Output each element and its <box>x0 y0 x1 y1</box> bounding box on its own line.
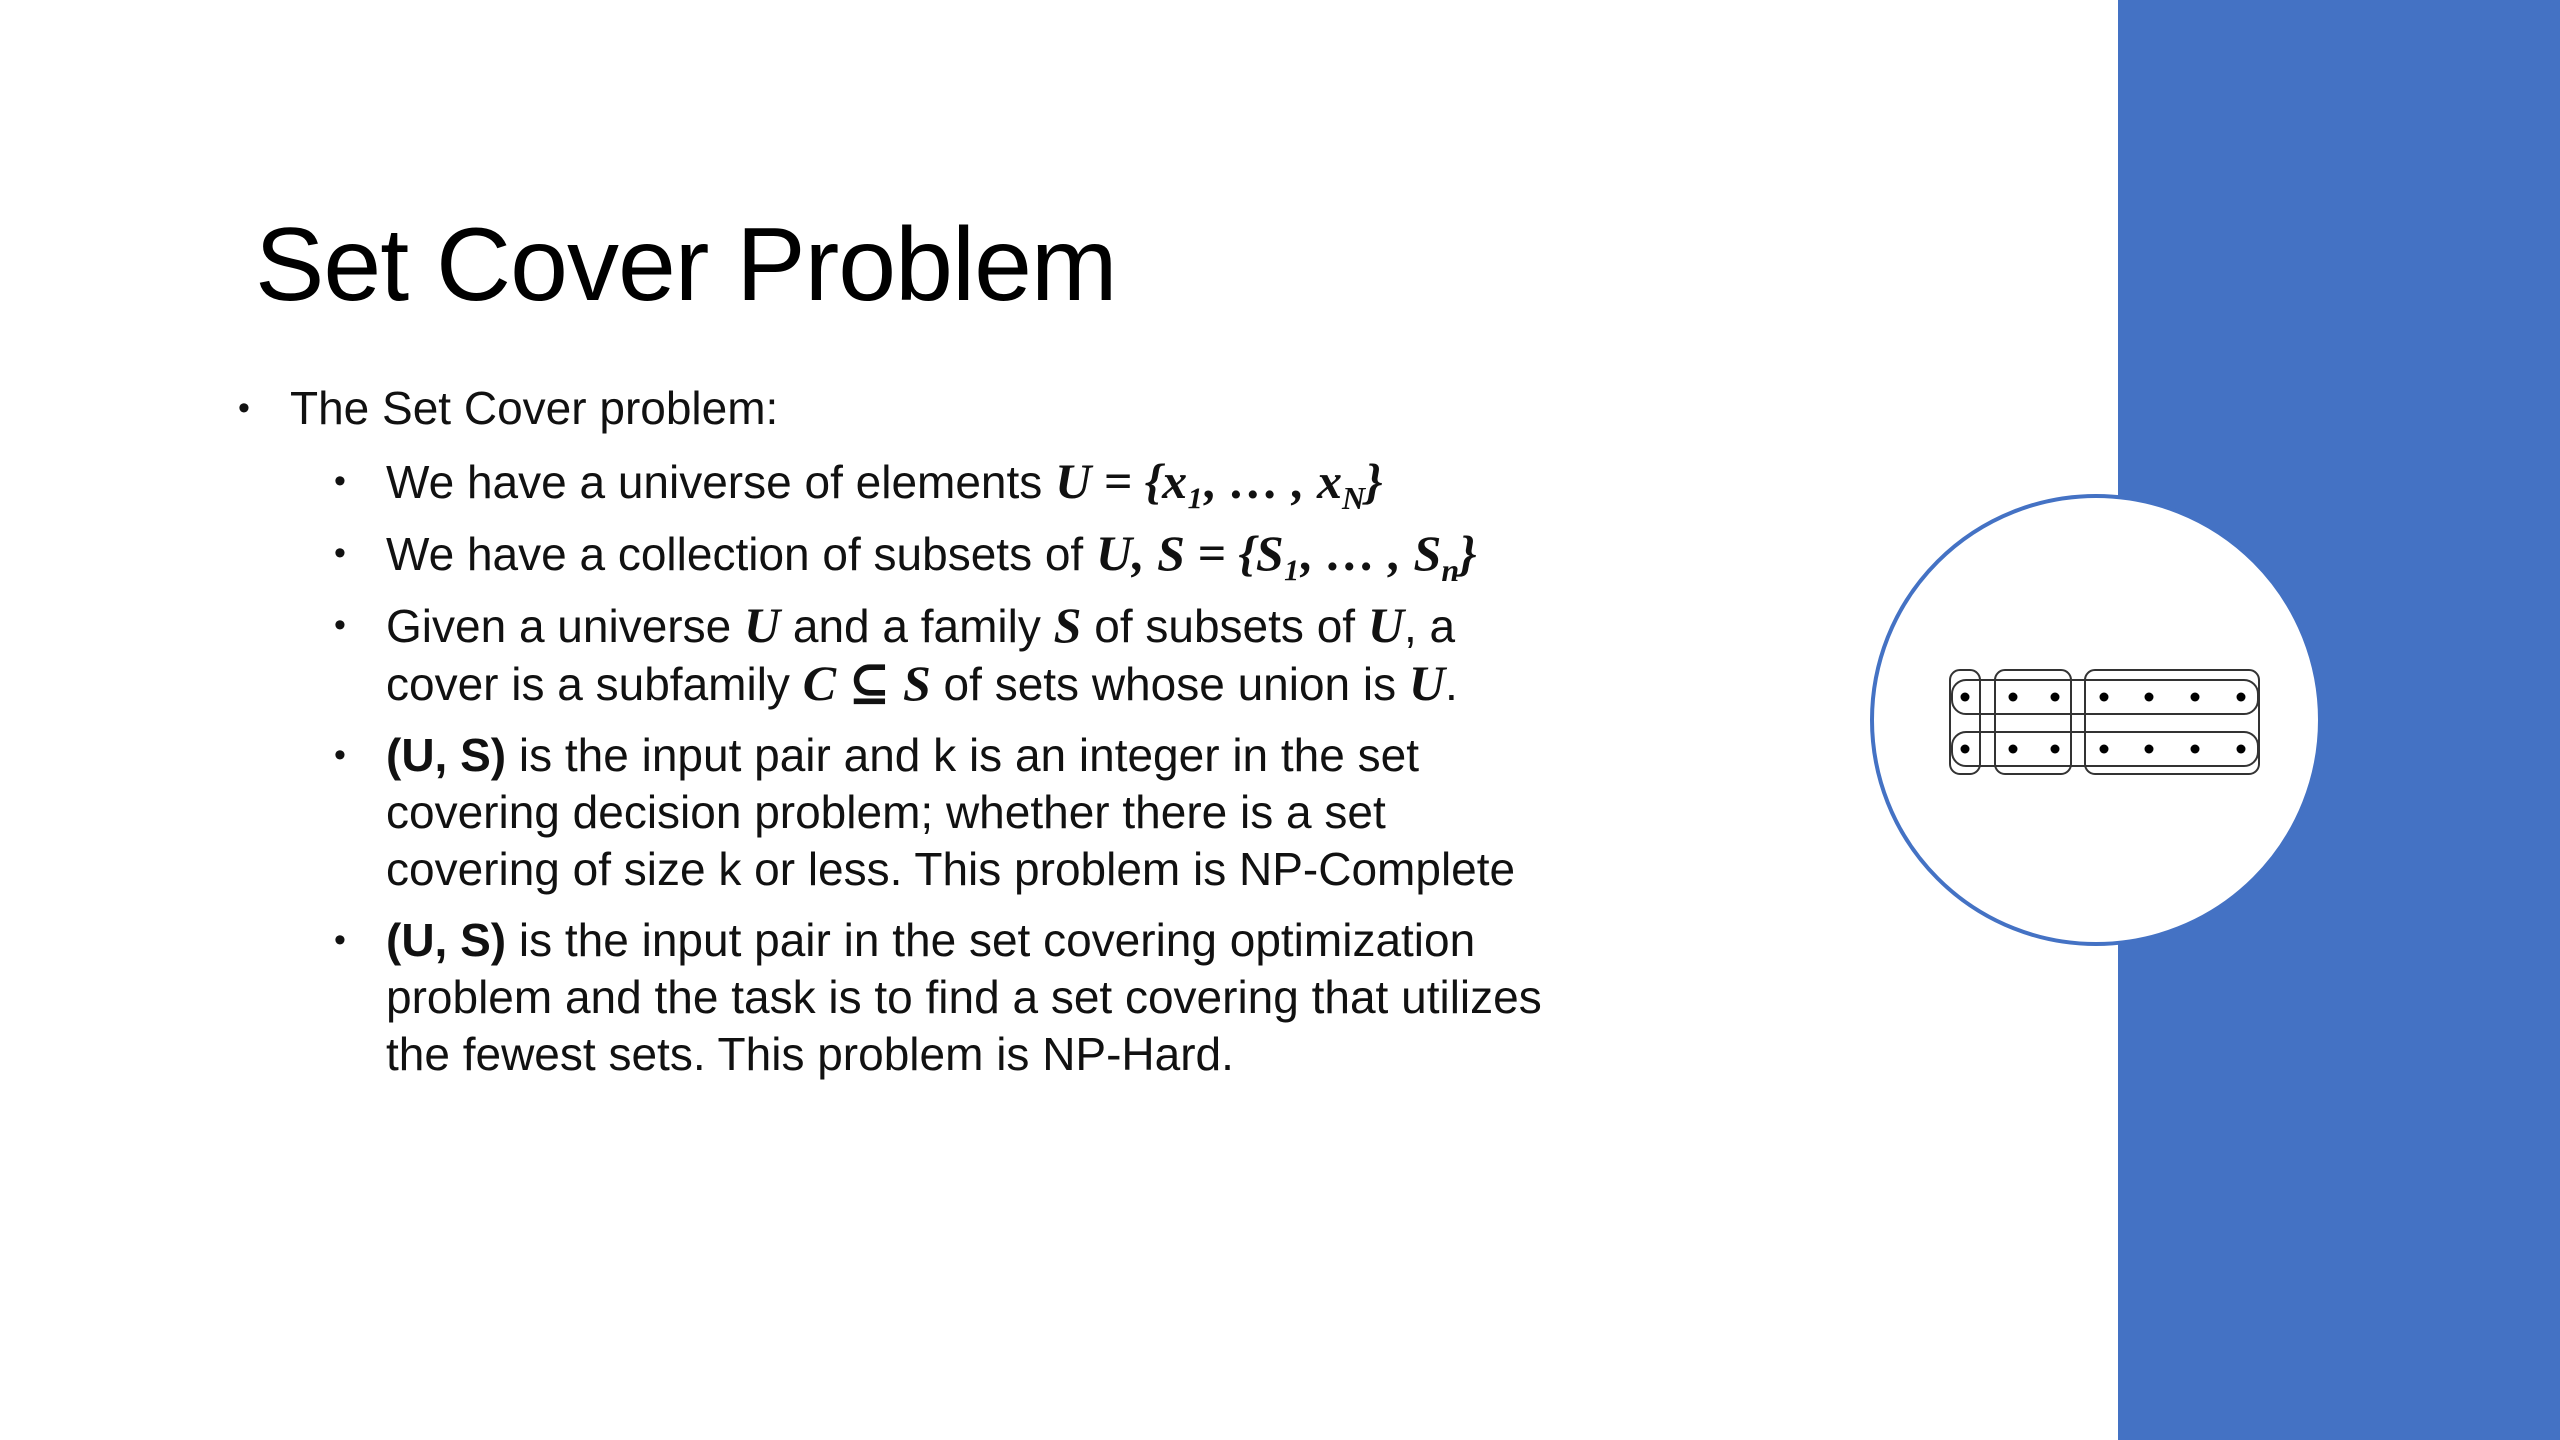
set-element-point <box>2145 693 2154 702</box>
bullet-text: We have a universe of elements <box>386 456 1056 508</box>
bullet-optimization-problem <box>238 912 1568 1083</box>
bullet-intro <box>238 380 1568 437</box>
set-element-point <box>2191 745 2200 754</box>
set-element-point <box>2145 745 2154 754</box>
set-element-point <box>2237 745 2246 754</box>
slide-title: Set Cover Problem <box>255 207 1117 323</box>
bullet-dot: • <box>334 534 346 572</box>
bullet-dot: • <box>238 389 250 427</box>
bullet-dot: • <box>334 606 346 644</box>
bullet-text: is the input pair and k is an integer in the set covering decision problem; whether there is a set covering of size k or less. This problem is NP-Complete <box>386 729 1516 895</box>
set-element-point <box>2009 693 2018 702</box>
set-element-point <box>2100 745 2109 754</box>
set-cover-grid-icon <box>1949 668 2261 778</box>
figure-circle <box>1870 494 2322 946</box>
set-element-point <box>2237 693 2246 702</box>
set-element-point <box>1961 693 1970 702</box>
set-element-point <box>1961 745 1970 754</box>
bullet-dot: • <box>334 921 346 959</box>
bullet-dot: • <box>334 736 346 774</box>
set-element-point <box>2051 745 2060 754</box>
bullet-text: We have a collection of subsets of <box>386 528 1096 580</box>
bullet-list <box>238 380 1568 1097</box>
bullet-universe <box>238 453 1568 516</box>
bullet-decision-problem <box>238 727 1568 898</box>
bullet-text: The Set Cover problem: <box>290 382 779 434</box>
set-element-point <box>2009 745 2018 754</box>
bullet-cover-definition: • Given a universe U and a family S of subsets of U, a cover is a subfamily C ⊆ S of sets whose union is U. <box>334 597 1458 711</box>
math-collection: U, S = {S₁, … , $S_n$} <box>1096 525 1477 588</box>
set-element-point <box>2051 693 2060 702</box>
math-universe: U = {x₁, … , $x_N$} <box>1055 453 1383 516</box>
bullet-collection <box>238 525 1568 588</box>
set-element-point <box>2100 693 2109 702</box>
bullet-text: is the input pair in the set covering optimization problem and the task is to find a set covering that utilizes the fewest sets. This problem is NP-Hard. <box>386 914 1542 1080</box>
set-element-point <box>2191 693 2200 702</box>
input-pair: (U, S) <box>386 729 507 781</box>
bullet-dot: • <box>334 462 346 500</box>
input-pair: (U, S) <box>386 914 507 966</box>
